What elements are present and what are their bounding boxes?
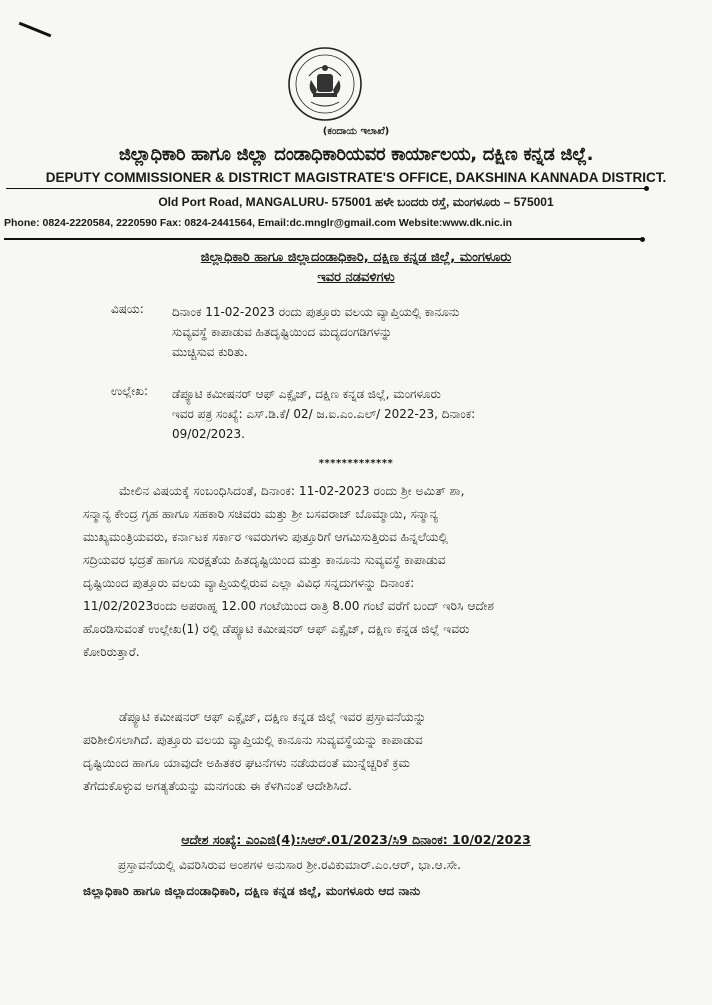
header-divider-top <box>6 188 646 189</box>
header-divider-bottom <box>4 238 642 240</box>
subject-line: ಮುಚ್ಚಿಸುವ ಕುರಿತು. <box>172 345 248 359</box>
proceedings-heading <box>0 248 712 288</box>
closing-line: ಪ್ರಸ್ತಾವನೆಯಲ್ಲಿ ವಿವರಿಸಿರುವ ಅಂಶಗಳ ಅನುಸಾರ ಶ್ರೀ.ರವಿಕುಮಾರ್.ಎಂ.ಆರ್, ಭಾ.ಆ.ಸೇ. <box>118 858 462 872</box>
karnataka-emblem-icon <box>287 46 363 122</box>
department-name: (ಕಂದಾಯ ಇಲಾಖೆ) <box>322 126 390 137</box>
divider-dot <box>644 186 649 191</box>
reference-text <box>172 384 600 444</box>
paragraph-review <box>83 706 629 798</box>
paragraph-line: ಮುಖ್ಯಮಂತ್ರಿಯವರು, ಕರ್ನಾಟಕ ಸರ್ಕಾರ ಇವರುಗಳು ಪುತ್ತೂರಿಗೆ ಆಗಮಿಸುತ್ತಿರುವ ಹಿನ್ನಲೆಯಲ್ಲಿ <box>83 530 448 544</box>
closing-line: ಜಿಲ್ಲಾಧಿಕಾರಿ ಹಾಗೂ ಜಿಲ್ಲಾದಂಡಾಧಿಕಾರಿ, ದಕ್ಷಿಣ ಕನ್ನಡ ಜಿಲ್ಲೆ, ಮಂಗಳೂರು ಆದ ನಾನು <box>83 884 421 898</box>
paragraph-line: ಸನ್ಮಾನ್ಯ ಕೇಂದ್ರ ಗೃಹ ಹಾಗೂ ಸಹಕಾರಿ ಸಚಿವರು ಮತ್ತು ಶ್ರೀ ಬಸವರಾಜ್ ಬೊಮ್ಮಾಯಿ, ಸನ್ಮಾನ್ಯ <box>83 507 439 521</box>
pen-mark <box>19 22 52 38</box>
proceedings-heading-line2: ಇವರ ನಡವಳಿಗಳು <box>317 270 395 285</box>
paragraph-line: ಕೋರಿರುತ್ತಾರೆ. <box>83 645 140 659</box>
paragraph-line: 11/02/2023ರಂದು ಅಪರಾಹ್ನ 12.00 ಗಂಟೆಯಿಂದ ರಾತ್ರಿ 8.00 ಗಂಟೆ ವರೆಗೆ ಬಂದ್ ಇರಿಸಿ ಆದೇಶ <box>83 599 495 613</box>
office-address: Old Port Road, MANGALURU- 575001 ಹಳೇ ಬಂದರು ರಸ್ತೆ, ಮಂಗಳೂರು – 575001 <box>158 195 554 209</box>
office-title-english: DEPUTY COMMISSIONER & DISTRICT MAGISTRATE'S OFFICE, DAKSHINA KANNADA DISTRICT. <box>45 170 667 185</box>
subject-label: ವಿಷಯ: <box>111 302 144 316</box>
office-title-kannada: ಜಿಲ್ಲಾಧಿಕಾರಿ ಹಾಗೂ ಜಿಲ್ಲಾ ದಂಡಾಧಿಕಾರಿಯವರ ಕಾರ್ಯಾಲಯ, ದಕ್ಷಿಣ ಕನ್ನಡ ಜಿಲ್ಲೆ. <box>118 144 594 165</box>
subject-line: ದಿನಾಂಕ 11-02-2023 ರಂದು ಪುತ್ತೂರು ವಲಯ ವ್ಯಾಪ್ತಿಯಲ್ಲಿ ಕಾನೂನು <box>172 305 460 319</box>
reference-label: ಉಲ್ಲೇಖ: <box>111 384 149 398</box>
proceedings-heading-line1: ಜಿಲ್ಲಾಧಿಕಾರಿ ಹಾಗೂ ಜಿಲ್ಲಾದಂಡಾಧಿಕಾರಿ, ದಕ್ಷಿಣ ಕನ್ನಡ ಜಿಲ್ಲೆ, ಮಂಗಳೂರು <box>200 250 512 265</box>
office-contact: Phone: 0824-2220584, 2220590 Fax: 0824-2441564, Email:dc.mnglr@gmail.com Website:www.dk.nic.in <box>4 217 513 229</box>
subject-text <box>172 302 600 362</box>
subject-line: ಸುವ್ಯವಸ್ಥೆ ಕಾಪಾಡುವ ಹಿತದೃಷ್ಟಿಯಿಂದ ಮದ್ಯದಂಗಡಿಗಳನ್ನು <box>172 325 393 339</box>
paragraph-line: ದೃಷ್ಟಿಯಿಂದ ಹಾಗೂ ಯಾವುದೇ ಅಹಿತಕರ ಘಟನೆಗಳು ನಡೆಯದಂತೆ ಮುನ್ನೆಚ್ಚರಿಕೆ ಕ್ರಮ <box>83 756 411 770</box>
paragraph-line: ತೆಗೆದುಕೊಳ್ಳುವ ಅಗತ್ಯತೆಯನ್ನು ಮನಗಂಡು ಈ ಕೆಳಗಿನಂತೆ ಆದೇಶಿಸಿದೆ. <box>83 779 352 793</box>
paragraph-line: ದೃಷ್ಟಿಯಿಂದ ಪುತ್ತೂರು ವಲಯ ವ್ಯಾಪ್ತಿಯಲ್ಲಿರುವ ಎಲ್ಲಾ ವಿವಿಧ ಸನ್ನದುಗಳನ್ನು ದಿನಾಂಕ: <box>83 576 415 590</box>
reference-line: ಇವರ ಪತ್ರ ಸಂಖ್ಯೆ: ಎಸ್.ಡಿ.ಕೆ/ 02/ ಜ.ಐ.ಎಂ.ಎಲ್/ 2022-23, ದಿನಾಂಕ: <box>172 407 476 421</box>
section-separator: ************* <box>318 458 394 469</box>
paragraph-background <box>83 480 629 664</box>
reference-line: ಡೆಪ್ಯೂಟಿ ಕಮೀಷನರ್ ಆಫ್ ಎಕ್ಸೈಜ್, ದಕ್ಷಿಣ ಕನ್ನಡ ಜಿಲ್ಲೆ, ಮಂಗಳೂರು <box>172 387 441 401</box>
paragraph-line: ಸದ್ರಿಯವರ ಭದ್ರತೆ ಹಾಗೂ ಸುರಕ್ಷತೆಯ ಹಿತದೃಷ್ಟಿಯಿಂದ ಮತ್ತು ಕಾನೂನು ಸುವ್ಯವಸ್ಥೆ ಕಾಪಾಡುವ <box>83 553 446 567</box>
order-number: ಆದೇಶ ಸಂಖ್ಯೆ: ಎಂಎಜಿ(4):ಸಿಆರ್.01/2023/ಸಿ9 ದಿನಾಂಕ: 10/02/2023 <box>181 832 531 847</box>
paragraph-line: ಡೆಪ್ಯೂಟಿ ಕಮೀಷನರ್ ಆಫ್ ಎಕ್ಸೈಜ್, ದಕ್ಷಿಣ ಕನ್ನಡ ಜಿಲ್ಲೆ ಇವರ ಪ್ರಸ್ತಾವನೆಯನ್ನು <box>119 710 427 724</box>
paragraph-line: ಪರಿಶೀಲಿಸಲಾಗಿದೆ. ಪುತ್ತೂರು ವಲಯ ವ್ಯಾಪ್ತಿಯಲ್ಲಿ ಕಾನೂನು ಸುವ್ಯವಸ್ಥೆಯನ್ನು ಕಾಪಾಡುವ <box>83 733 423 747</box>
reference-line: 09/02/2023. <box>172 427 245 441</box>
paragraph-line: ಹೊರಡಿಸುವಂತೆ ಉಲ್ಲೇಖ(1) ರಲ್ಲಿ ಡೆಪ್ಯೂಟಿ ಕಮೀಷನರ್ ಆಫ್ ಎಕ್ಸೈಜ್, ದಕ್ಷಿಣ ಕನ್ನಡ ಜಿಲ್ಲೆ ಇವರು <box>83 622 470 636</box>
divider-dot <box>640 237 645 242</box>
paragraph-line: ಮೇಲಿನ ವಿಷಯಕ್ಕೆ ಸಂಬಂಧಿಸಿದಂತೆ, ದಿನಾಂಕ: 11-02-2023 ರಂದು ಶ್ರೀ ಅಮಿತ್ ಶಾ, <box>119 484 465 498</box>
